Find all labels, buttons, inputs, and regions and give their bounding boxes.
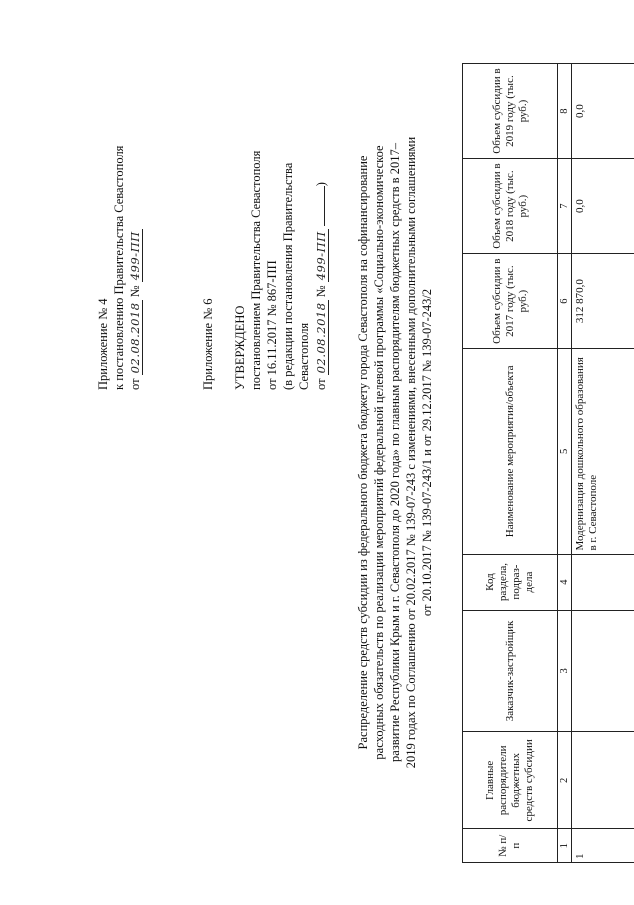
cell-main-manager: [572, 732, 634, 829]
column-number-row: 1 2 3 4 5 6 7 8: [558, 64, 572, 863]
header-2019: Объем субсидии в 2019 году (тыс. руб.): [463, 64, 558, 159]
header-main-managers: Главные распорядители бюджетных средств субсидии: [463, 732, 558, 829]
annex-4-title: Приложение № 4: [96, 298, 110, 390]
cell-num: 1: [572, 829, 634, 863]
header-2018: Объем субсидии в 2018 году (тыс. руб.): [463, 159, 558, 254]
approved-date: от 16.11.2017 № 867-ПП: [265, 260, 279, 390]
table-header-row: [463, 64, 558, 863]
approved-decree: постановлением Правительства Севастополя: [249, 150, 263, 390]
header-2017: Объем субсидии в 2017 году (тыс. руб.): [463, 254, 558, 349]
handwritten-date: 02.08.2018: [128, 302, 142, 374]
header-num: № п/п: [463, 829, 558, 863]
edition-city: Севастополя: [297, 322, 311, 390]
edition-line: (в редакции постановления Правительства: [281, 162, 295, 390]
cell-2018: 0,0: [572, 159, 634, 254]
approved-label: УТВЕРЖДЕНО: [233, 305, 247, 390]
annex-6-block: [200, 151, 329, 390]
annex-6-date-line: от 02.08.2018 № 499-ПП ): [314, 182, 328, 390]
document-title: Распределение средств субсидии из федерального бюджета бюджету города Севастополя на софинансирование расходных обязательств по реализации мероприятий федеральной целевой программы «Социально-экономическое развитие Республики Крым и г. Севастополя до 2020 года» по главным распорядителям бюджетных средств в 2017– 2019 годах по Соглашению от 20.02.2017 № 139-07-243 с изменениями, внесенными дополнительными соглашениями от 20.10.2017 № 139-07-243/1 и от 29.12.2017 № 139-07-243/2: [356, 136, 434, 769]
annex-4-block: [95, 146, 143, 390]
cell-2017: 312 870,0: [572, 254, 634, 349]
cell-object-name: Модернизация дошкольного образования в г. Севастополе: [572, 349, 634, 554]
header-customer: Заказчик-застройщик: [463, 610, 558, 732]
annex-4-decree: к постановлению Правительства Севастополя: [112, 145, 126, 390]
handwritten-number: 499-ПП: [314, 231, 328, 281]
header-object-name: Наименование мероприятия/объекта: [463, 349, 558, 554]
cell-code: [572, 554, 634, 610]
annex-6-title: Приложение № 6: [201, 298, 215, 390]
table-row: [572, 64, 634, 863]
cell-2019: 0,0: [572, 64, 634, 159]
handwritten-number: 499-ПП: [128, 231, 142, 281]
subsidy-table: [462, 63, 634, 863]
header-section-code: Код раздела, подраз-дела: [463, 554, 558, 610]
handwritten-date: 02.08.2018: [314, 302, 328, 374]
annex-4-date-line: от 02.08.2018 № 499-ПП: [128, 231, 142, 390]
cell-customer: [572, 610, 634, 732]
